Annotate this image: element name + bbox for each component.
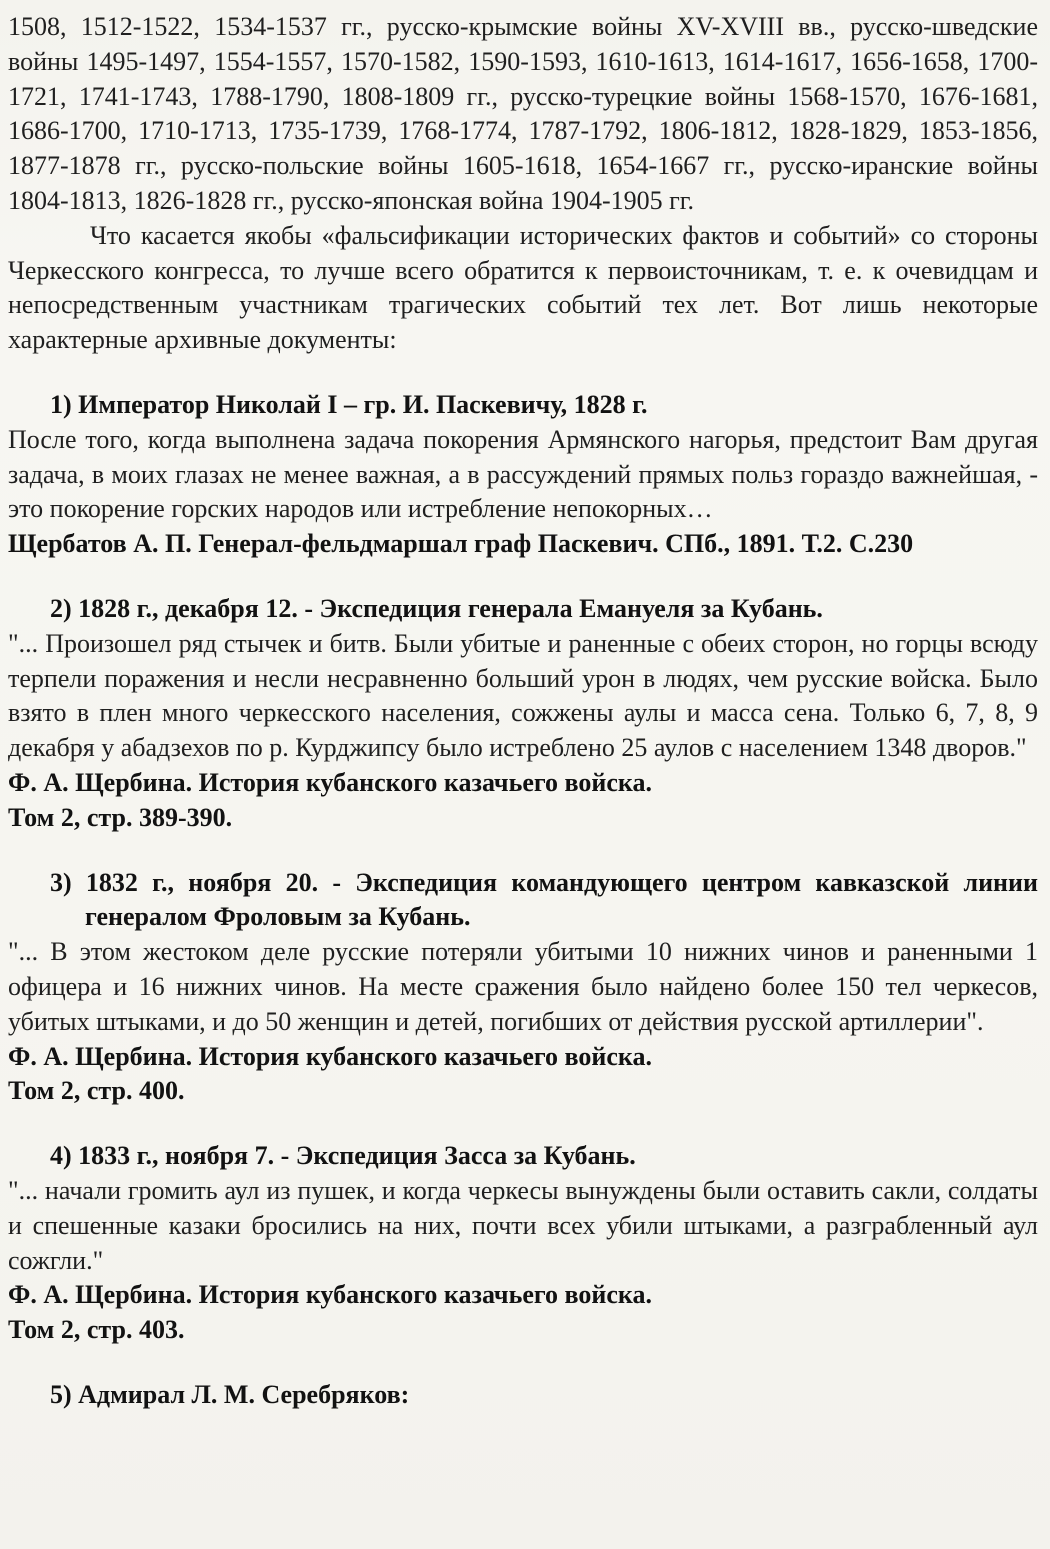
section-4-heading: 4) 1833 г., ноября 7. - Экспедиция Засса за Кубань. xyxy=(50,1141,636,1171)
section-4-source-page: Том 2, стр. 403. xyxy=(8,1315,185,1345)
section-3-source-page: Том 2, стр. 400. xyxy=(8,1076,185,1106)
section-2-source-page: Том 2, стр. 389-390. xyxy=(8,802,233,832)
section-3-heading: 3) 1832 г., ноября 20. - Экспедиция командующего центром кавказской линии генералом Фроловым за Кубань. xyxy=(50,867,1038,932)
section-1-heading: 1) Император Николай I – гр. И. Паскевичу, 1828 г. xyxy=(50,389,648,419)
document-section-4 xyxy=(8,1139,1038,1348)
section-2-source-line: Ф. А. Щербина. История кубанского казачьего войска. xyxy=(8,767,652,797)
section-3-body: "... В этом жестоком деле русские потеряли убитыми 10 нижних чинов и раненными 1 офицера и 16 нижних чинов. На месте сражения было найдено более 150 тел черкесов, убитых штыками, и до 50 женщин и детей, погибших от действия русской артиллерии". xyxy=(8,937,1038,1036)
section-1-source-line: Щербатов А. П. Генерал-фельдмаршал граф Паскевич. СПб., 1891. Т.2. С.230 xyxy=(8,529,914,559)
paragraph-wars-list: 1508, 1512-1522, 1534-1537 гг., русско-крымские войны XV-XVIII вв., русско-шведские войны 1495-1497, 1554-1557, 1570-1582, 1590-1593, 1610-1613, 1614-1617, 1656-1658, 1700-1721, 1741-1743, 1788-1790, 1808-1809 гг., русско-турецкие войны 1568-1570, 1676-1681, 1686-1700, 1710-1713, 1735-1739, 1768-1774, 1787-1792, 1806-1812, 1828-1829, 1853-1856, 1877-1878 гг., русско-польские войны 1605-1618, 1654-1667 гг., русско-иранские войны 1804-1813, 1826-1828 гг., русско-японская война 1904-1905 гг. xyxy=(8,12,1038,215)
section-3-source-line: Ф. А. Щербина. История кубанского казачьего войска. xyxy=(8,1041,652,1071)
document-section-5 xyxy=(8,1378,1038,1413)
document-section-2 xyxy=(8,592,1038,836)
section-2-body: "... Произошел ряд стычек и битв. Были убитые и раненные с обеих сторон, но горцы всюду терпели поражения и несли несравненно больший урон в людях, чем русские войска. Было взято в плен много черкесского населения, сожжены аулы и масса сена. Только 6, 7, 8, 9 декабря у абадзехов по р. Курджипсу было истреблено 25 аулов с населением 1348 дворов." xyxy=(8,628,1038,763)
document-section-1 xyxy=(8,388,1038,562)
document-section-3 xyxy=(8,866,1038,1110)
paragraph-intro: Что касается якобы «фальсификации исторических фактов и событий» со стороны Черкесского конгресса, то лучше всего обратится к первоисточникам, т. е. к очевидцам и непосредственным участникам трагических событий тех лет. Вот лишь некоторые характерные архивные документы: xyxy=(8,220,1038,355)
section-5-heading: 5) Адмирал Л. М. Серебряков: xyxy=(50,1379,410,1409)
section-2-heading: 2) 1828 г., декабря 12. - Экспедиция генерала Емануеля за Кубань. xyxy=(50,593,823,623)
section-4-body: "... начали громить аул из пушек, и когда черкесы вынуждены были оставить сакли, солдаты и спешенные казаки бросились на них, почти всех убили штыками, а разграбленный аул сожгли." xyxy=(8,1175,1038,1275)
section-1-body: После того, когда выполнена задача покорения Армянского нагорья, предстоит Вам другая задача, в моих глазах не менее важная, а в рассуждений прямых польз гораздо важнейшая, - это покорение горских народов или истребление непокорных… xyxy=(8,424,1038,524)
section-4-source-line: Ф. А. Щербина. История кубанского казачьего войска. xyxy=(8,1280,652,1310)
